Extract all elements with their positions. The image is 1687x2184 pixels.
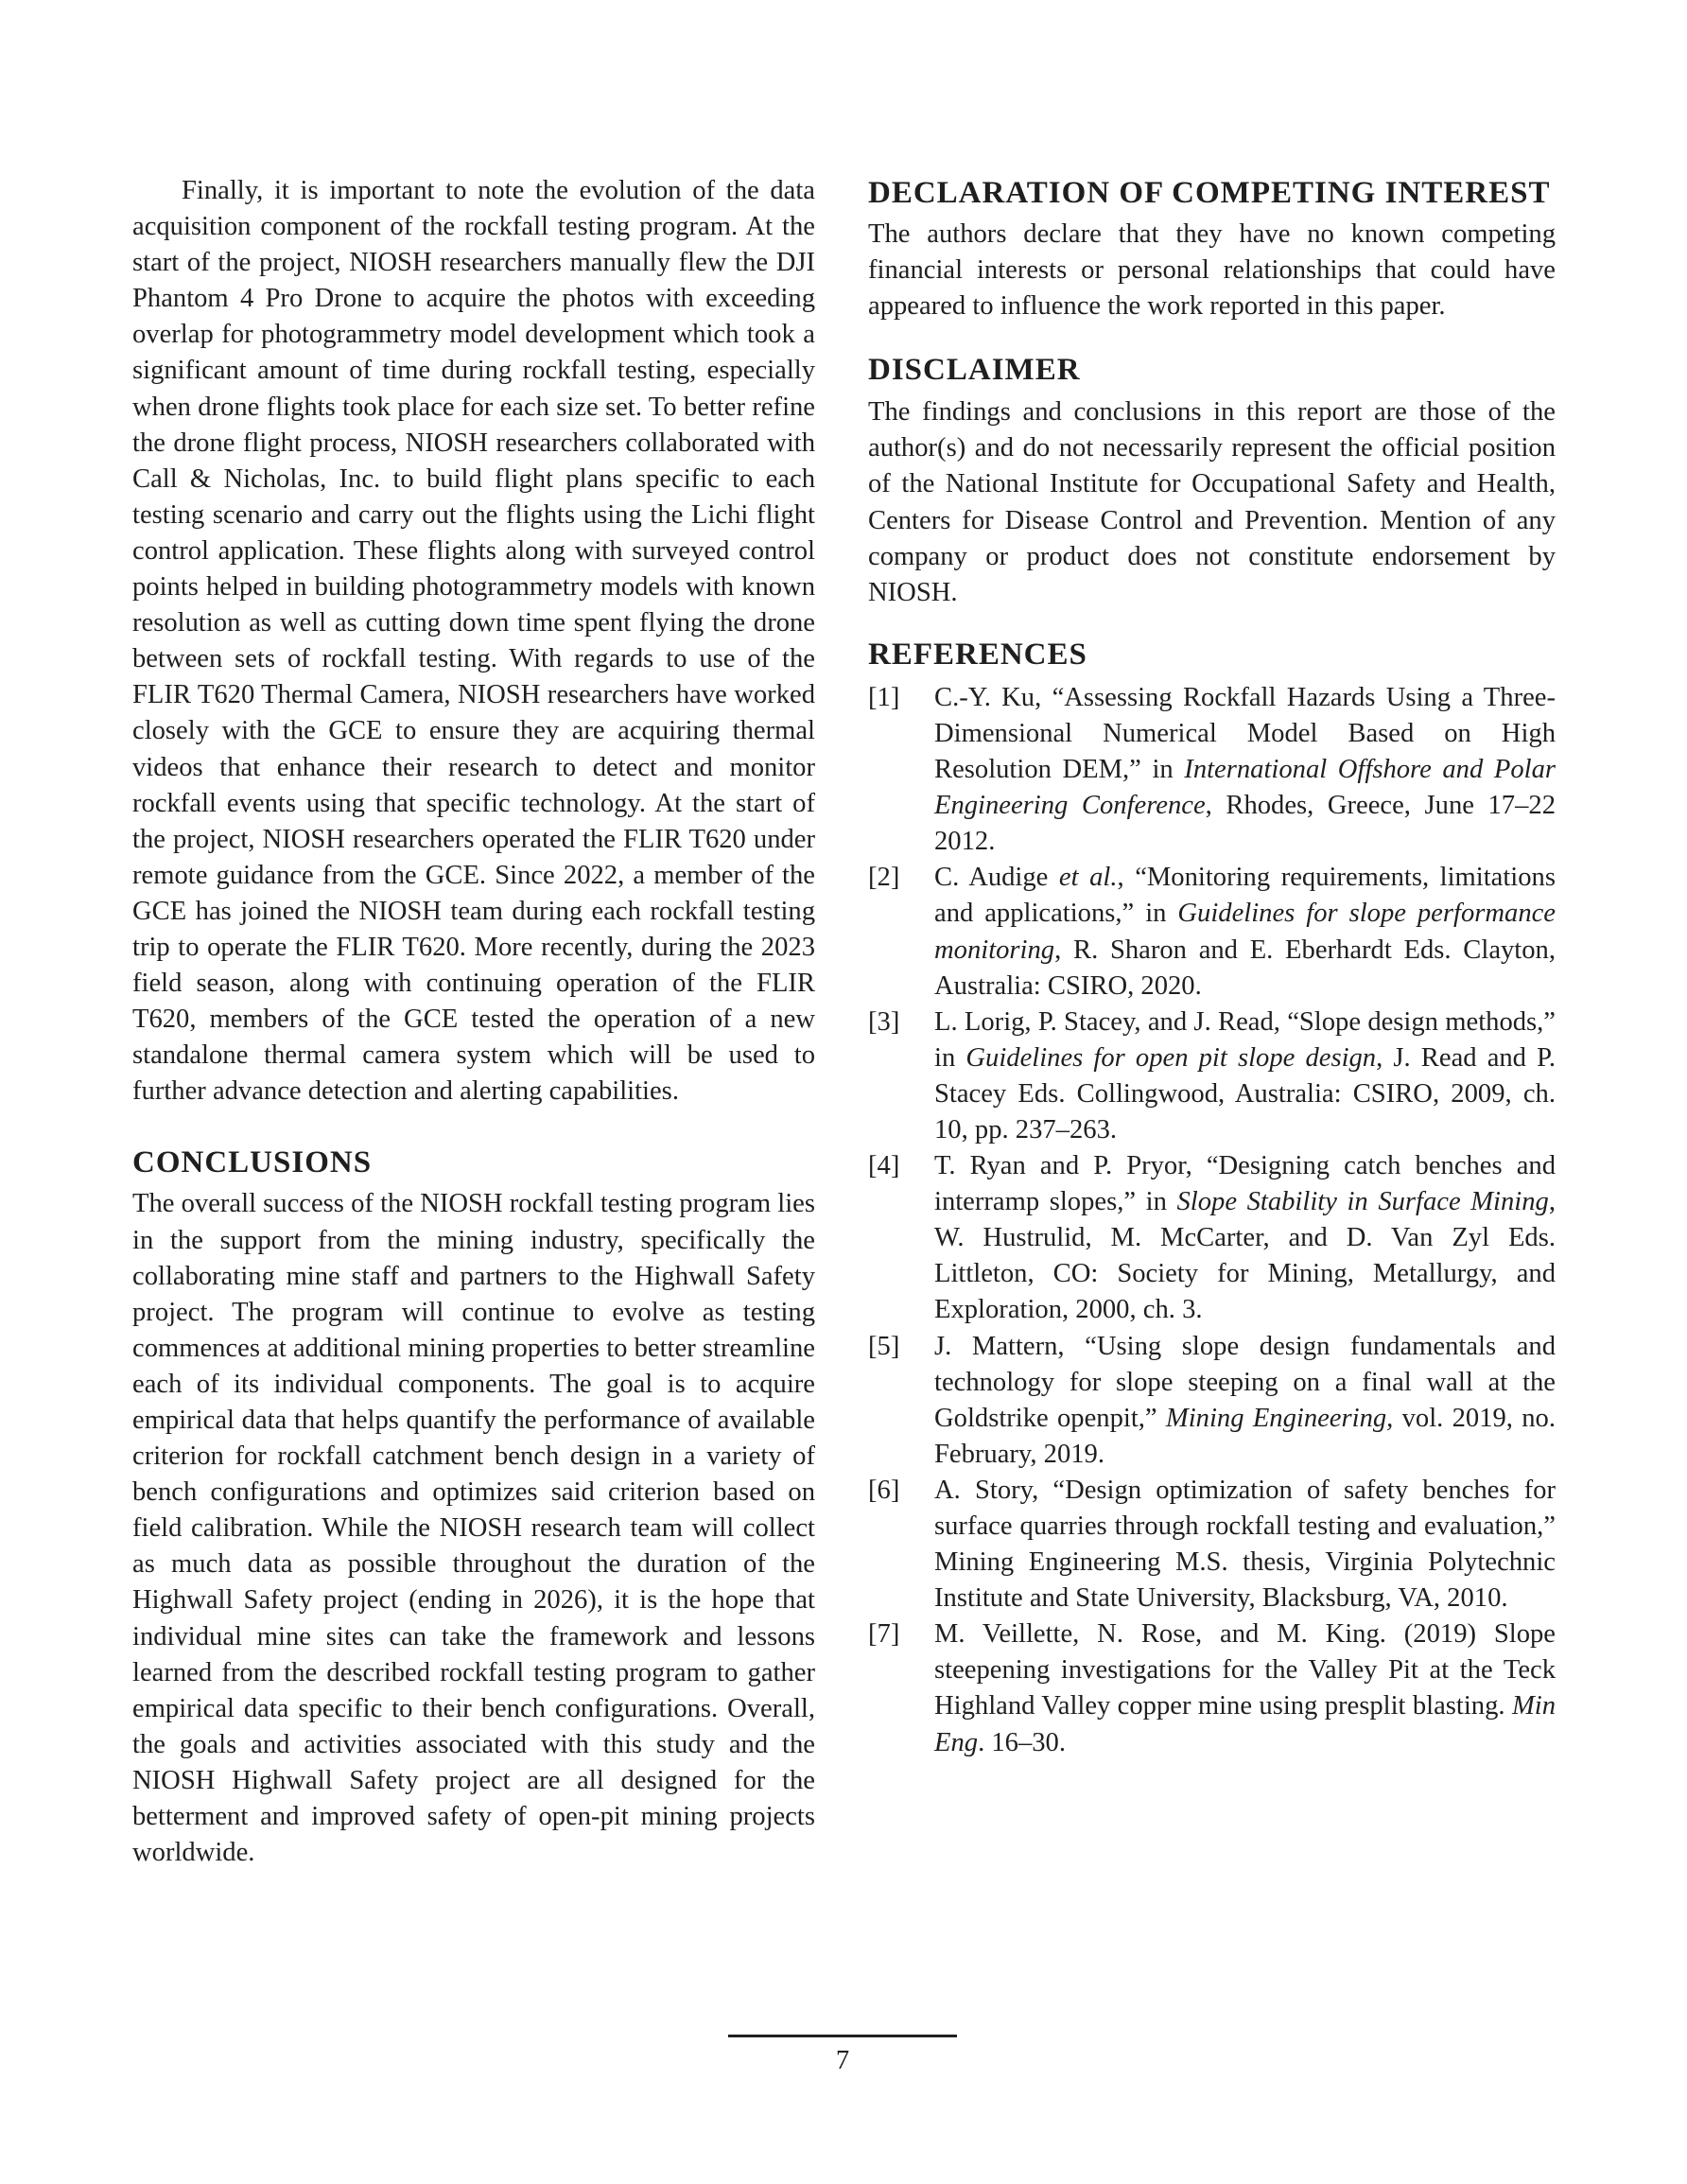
reference-venue: Guidelines for open pit slope design — [965, 1042, 1377, 1073]
reference-venue: Min Eng — [934, 1691, 1556, 1757]
reference-details: , W. Hustrulid, M. McCarter, and D. Van Zyl Eds. Littleton, CO: Society for Mining, Metallurgy, and Exploration, 2000, ch. 3. — [934, 1187, 1556, 1325]
reference-item — [868, 1005, 1556, 1148]
reference-item — [868, 1473, 1556, 1616]
reference-item — [868, 1616, 1556, 1760]
reference-body: J. Mattern, “Using slope design fundamentals and technology for slope steeping on a final wall at the Goldstrike openpit,” — [934, 1331, 1556, 1433]
references-heading: REFERENCES — [868, 637, 1087, 672]
conclusions-paragraph: The overall success of the NIOSH rockfall testing program lies in the support from the mining industry, specifically the collaborating mine staff and partners to the Highwall Safety project. The program will continue to evolve as testing commences at additional mining properties to better streamline each of its individual components. The goal is to acquire empirical data that helps quantify the performance of available criterion for rockfall catchment bench design in a variety of bench configurations and optimizes said criterion based on field calibration. While the NIOSH research team will collect as much data as possible throughout the duration of the Highwall Safety project (ending in 2026), it is the hope that individual mine sites can take the framework and lessons learned from the described rockfall testing program to gather empirical data specific to their bench configurations. Overall, the goals and activities associated with this study and the NIOSH Highwall Safety project are all designed for the betterment and improved safety of open-pit mining projects worldwide. — [132, 1189, 815, 1868]
reference-text — [934, 1473, 1556, 1616]
reference-text — [934, 860, 1556, 1004]
disclaimer-paragraph: The findings and conclusions in this report are those of the author(s) and do not necessarily represent the official position of the National Institute for Occupational Safety and Health, Centers for Disease Control and Prevention. Mention of any company or product does not constitute endorsement by NIOSH. — [868, 397, 1556, 607]
reference-venue: Guidelines for slope performance monitoring — [934, 899, 1556, 965]
reference-details: vol. 2019, no. February, 2019. — [934, 1403, 1556, 1469]
reference-details: , Rhodes, Greece, June 17–22 2012. — [934, 791, 1556, 857]
reference-venue: International Offshore and Polar Engineering Conference — [934, 755, 1556, 821]
reference-list — [868, 680, 1556, 1761]
reference-details: , R. Sharon and E. Eberhardt Eds. Clayton, Australia: CSIRO, 2020. — [934, 935, 1556, 1001]
reference-et-al: et al. — [1058, 863, 1118, 893]
reference-body: L. Lorig, P. Stacey, and J. Read, “Slope design methods,” in — [934, 1006, 1556, 1073]
reference-number: [5] — [868, 1331, 900, 1361]
reference-details: , J. Read and P. Stacey Eds. Collingwood, Australia: CSIRO, 2009, ch. 10, pp. 237–263. — [934, 1042, 1557, 1144]
reference-item — [868, 1148, 1556, 1328]
reference-venue: Slope Stability in Surface Mining — [1176, 1187, 1549, 1217]
reference-item — [868, 680, 1556, 860]
left-column — [132, 173, 815, 1871]
reference-text — [934, 1148, 1556, 1328]
reference-number: [7] — [868, 1619, 900, 1650]
reference-body: C.-Y. Ku, “Assessing Rockfall Hazards Using a Three-Dimensional Numerical Model Based on High Resolution DEM,” in — [934, 682, 1556, 785]
reference-text — [934, 1329, 1556, 1473]
reference-number: [3] — [868, 1006, 900, 1037]
reference-details: . 16–30. — [978, 1727, 1066, 1757]
right-column — [868, 173, 1556, 1761]
body-paragraph: Finally, it is important to note the evolution of the data acquisition component of the rockfall testing program. At the start of the project, NIOSH researchers manually flew the DJI Phantom 4 Pro Drone to acquire the photos with exceeding overlap for photogrammetry model development which took a significant amount of time during rockfall testing, especially when drone flights took place for each size set. To better refine the drone flight process, NIOSH researchers collaborated with Call & Nicholas, Inc. to build flight plans specific to each testing scenario and carry out the flights using the Lichi flight control application. These flights along with surveyed control points helped in building photogrammetry models with known resolution as well as cutting down time spent flying the drone between sets of rockfall testing. With regards to use of the FLIR T620 Thermal Camera, NIOSH researchers have worked closely with the GCE to ensure they are acquiring thermal videos that enhance their research to detect and monitor rockfall events using that specific technology. At the start of the project, NIOSH researchers operated the FLIR T620 under remote guidance from the GCE. Since 2022, a member of the GCE has joined the NIOSH team during each rockfall testing trip to operate the FLIR T620. More recently, during the 2023 field season, along with continuing operation of the FLIR T620, members of the GCE tested the operation of a new standalone thermal camera system which will be used to further advance detection and alerting capabilities. — [132, 176, 815, 1107]
reference-number: [4] — [868, 1151, 900, 1181]
reference-body: A. Story, “Design optimization of safety benches for surface quarries through rockfall testing and evaluation,” Mining Engineering M.S. thesis, Virginia Polytechnic Institute and State University, Blacksburg, VA, 2010. — [934, 1475, 1556, 1614]
competing-interest-paragraph: The authors declare that they have no known competing financial interests or personal relationships that could have appeared to influence the work reported in this paper. — [868, 219, 1556, 322]
reference-body: C. Audige — [934, 863, 1059, 893]
reference-number: [6] — [868, 1475, 900, 1505]
competing-interest-heading: DECLARATION OF COMPETING INTEREST — [868, 176, 1551, 210]
reference-body: T. Ryan and P. Pryor, “Designing catch benches and interramp slopes,” in — [934, 1151, 1556, 1217]
reference-number: [1] — [868, 682, 900, 712]
disclaimer-heading: DISCLAIMER — [868, 353, 1081, 388]
reference-text — [934, 680, 1556, 860]
reference-title: , “Monitoring requirements, limitations and applications,” in — [934, 863, 1556, 929]
footer-rule — [728, 2035, 957, 2037]
reference-text — [934, 1005, 1556, 1148]
conclusions-heading: CONCLUSIONS — [132, 1145, 373, 1180]
reference-item — [868, 860, 1556, 1004]
reference-venue: Mining Engineering, — [1165, 1403, 1394, 1433]
reference-text — [934, 1616, 1556, 1760]
reference-body: M. Veillette, N. Rose, and M. King. (2019) Slope steepening investigations for the Valley Pit at the Teck Highland Valley copper mine using presplit blasting. — [934, 1619, 1556, 1721]
reference-item — [868, 1329, 1556, 1473]
page-number: 7 — [835, 2046, 850, 2075]
reference-number: [2] — [868, 863, 900, 893]
